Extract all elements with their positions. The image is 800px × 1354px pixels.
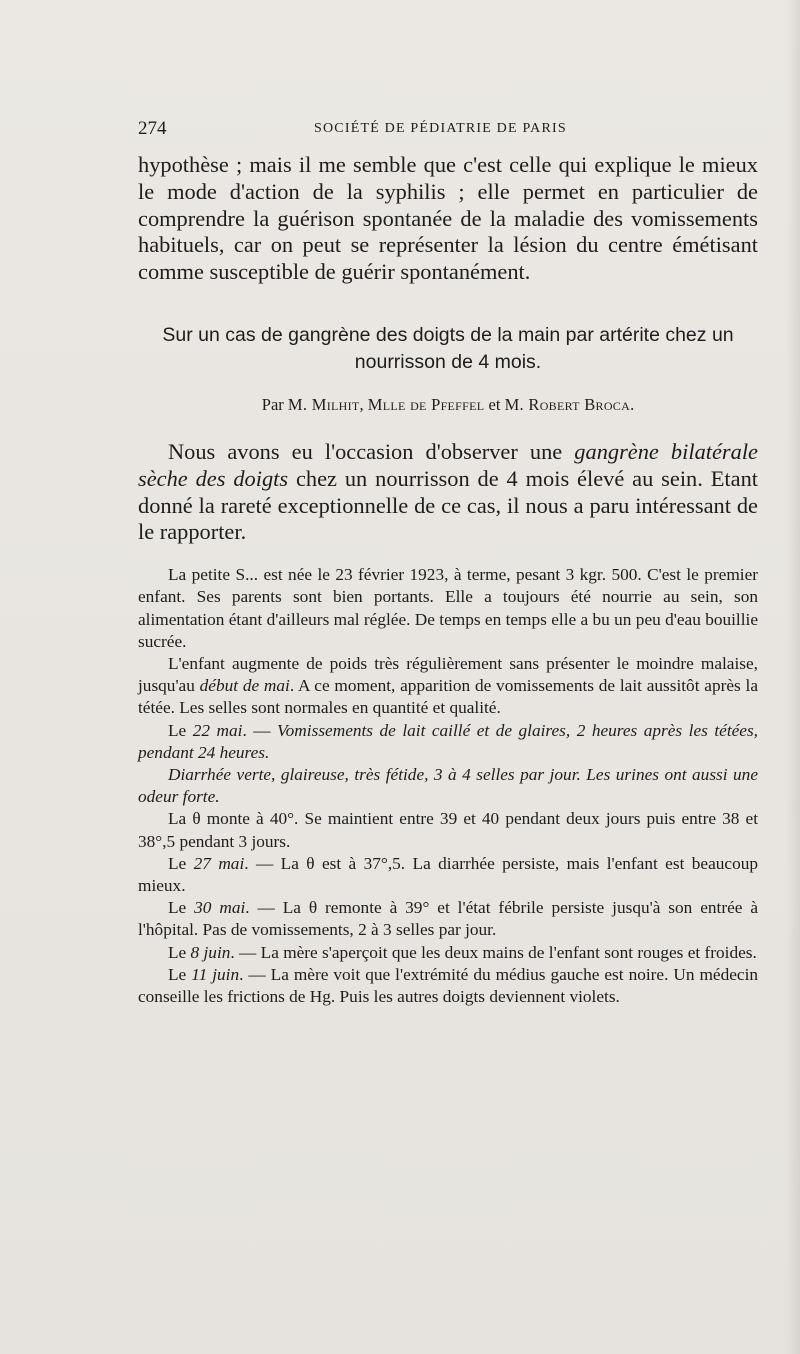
emphasis-diagnosis: gangrène bilatérale sèche des doigts	[138, 438, 758, 491]
byline-separator: ,	[359, 394, 368, 414]
intro-paragraph: Nous avons eu l'occasion d'observer une gangrène bilatérale sèche des doigts chez un nourrisson de 4 mois élevé au sein. Etant donné la rareté exceptionnelle de ce cas, il nous a paru intéressant de le rapporter.	[138, 438, 758, 545]
page-content	[138, 152, 758, 1008]
page-number: 274	[138, 118, 167, 139]
case-entry-8-june: Le 8 juin. — La mère s'aperçoit que les deux mains de l'enfant sont rouges et froides.	[168, 942, 757, 962]
case-entry-27-may: Le 27 mai. — La θ est à 37°,5. La diarrhée persiste, mais l'enfant est beaucoup mieux.	[138, 853, 758, 896]
author-milhit: M. Milhit	[287, 394, 360, 414]
case-paragraph-onset: L'enfant augmente de poids très régulièrement sans présenter le moindre malaise, jusqu'au début de mai. A ce moment, apparition de vomissements de lait aussitôt après la tétée. Les selles sont normales en quantité et qualité.	[138, 653, 758, 718]
byline-suffix: .	[630, 394, 635, 414]
page-edge-shadow	[786, 0, 800, 1354]
case-entry-temperature: La θ monte à 40°. Se maintient entre 39 et 40 pendant deux jours puis entre 38 et 38°,5 pendant 3 jours.	[138, 809, 758, 851]
byline-separator: et	[484, 394, 505, 414]
continuation-paragraph: hypothèse ; mais il me semble que c'est celle qui explique le mieux le mode d'action de la syphilis ; elle permet en particulier de comprendre la guérison spontanée de la maladie des vomissements habituels, car on peut se représenter la lésion du centre émétisant comme susceptible de guérir spontanément.	[138, 152, 758, 285]
page-header	[138, 118, 688, 142]
case-entry-30-may: Le 30 mai. — La θ remonte à 39° et l'état fébrile persiste jusqu'à son entrée à l'hôpital. Pas de vomissements, 2 à 3 selles par jour.	[138, 898, 759, 940]
article-title: Sur un cas de gangrène des doigts de la main par artérite chez un nourrisson de 4 mois.	[162, 323, 734, 373]
author-pfeffel: Mlle de Pfeffel	[367, 394, 485, 414]
running-title: SOCIÉTÉ DE PÉDIATRIE DE PARIS	[314, 121, 567, 136]
case-entry-diarrhea: Diarrhée verte, glaireuse, très fétide, 3 à 4 selles par jour. Les urines ont aussi une odeur forte.	[138, 765, 758, 807]
article-byline	[138, 394, 758, 416]
case-entry-22-may: Le 22 mai. — Vomissements de lait caillé et de glaires, 2 heures après les tétées, pendant 24 heures.	[138, 720, 759, 762]
byline-prefix: Par	[261, 394, 288, 414]
case-paragraph-birth: La petite S... est née le 23 février 1923, à terme, pesant 3 kgr. 500. C'est le premier enfant. Ses parents sont bien portants. Elle a toujours été nourrie au sein, son alimentation étant d'ailleurs mal réglée. De temps en temps elle a bu un peu d'eau bouillie sucrée.	[138, 565, 758, 651]
author-broca: M. Robert Broca	[504, 394, 631, 414]
case-entry-11-june: Le 11 juin. — La mère voit que l'extrémité du médius gauche est noire. Un médecin conseille les frictions de Hg. Puis les autres doigts deviennent violets.	[138, 964, 759, 1007]
